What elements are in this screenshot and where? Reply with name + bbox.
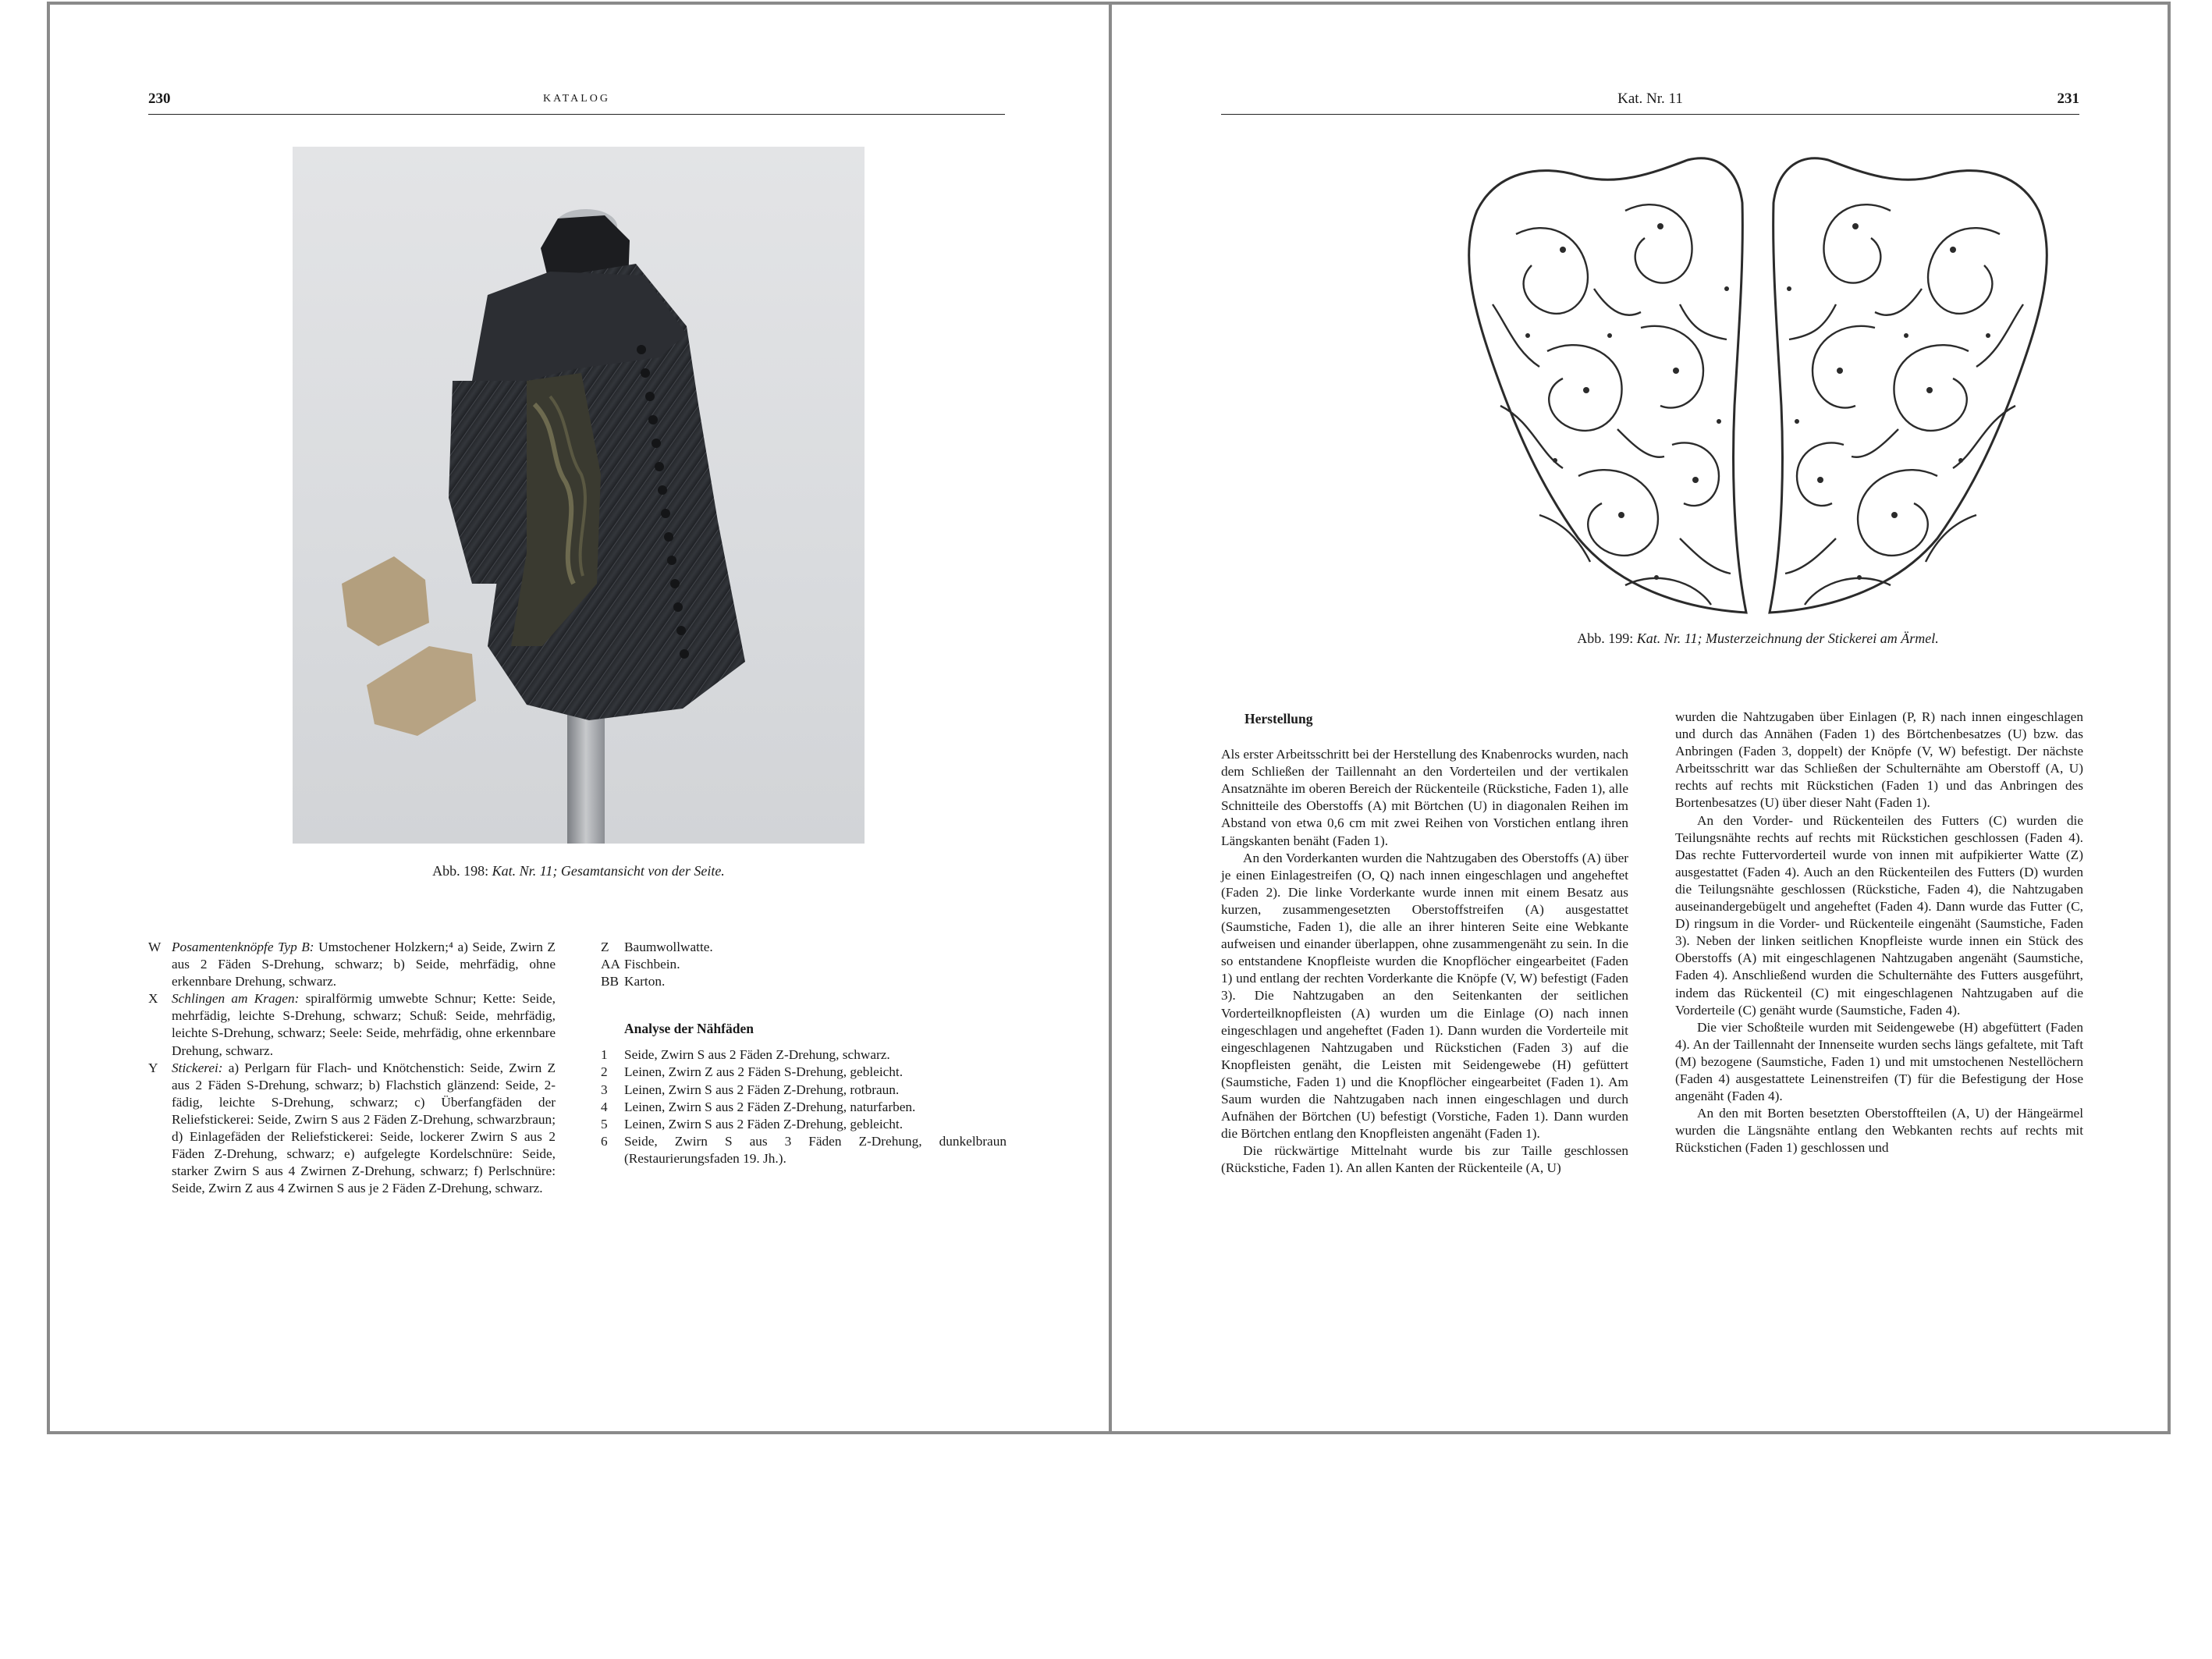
material-entry-x: [148, 990, 556, 1059]
thread-entry: [601, 1133, 1007, 1167]
material-entry-text: Fischbein.: [624, 957, 680, 972]
body-paragraph: An den mit Borten besetzten Oberstoffteilen (A, U) der Hängeärmel wurden die Längsnähte entlang den Webkanten rechts auf rechts mit Rückstichen (Faden 1) geschlossen und: [1675, 1106, 2083, 1156]
embroidery-drawing: [1422, 148, 2093, 620]
material-entry-title: Posamentenknöpfe Typ B:: [172, 940, 314, 954]
section-heading-herstellung: Herstellung: [1244, 711, 1313, 726]
thread-number: 1: [601, 1047, 608, 1063]
left-page: [47, 0, 1110, 1433]
material-entry-label: Z: [601, 940, 609, 954]
material-entry-text: spiralförmig umwebte Schnur; Kette: Seide, mehrfädig, leichte S-Drehung, schwarz; Schuß: Seide, mehrfädig, leichte S-Drehung, schwarz; Seele: Seide, mehrfädig, ohne erkennbare Drehung, schwarz.: [172, 991, 556, 1058]
herstellung-column-1: [1221, 710, 1628, 1177]
material-entry-text: Karton.: [624, 974, 666, 989]
body-paragraph: Als erster Arbeitsschritt bei der Herstellung des Knabenrocks wurden, nach dem Schließen der Taillennaht an den Vorderteilen und der vertikalen Ansatznähte im oberen Bereich der Rückenteile (Rückstiche, Faden 1), alle Schnitteile des Oberstoffs (A) mit Börtchen (U) in diagonalen Reihen im Abstand von etwa 0,6 cm mit zwei Reihen von Vorstichen entlang ihren Längskanten benäht (Faden 1).: [1221, 747, 1628, 848]
thread-text: Seide, Zwirn S aus 2 Fäden Z-Drehung, schwarz.: [624, 1047, 890, 1063]
figure-199-caption-prefix: Abb. 199:: [1577, 631, 1634, 646]
thread-number: 2: [601, 1064, 608, 1080]
figure-198-caption: [293, 863, 865, 879]
material-entry-text: Umstochener Holzkern;⁴ a) Seide, Zwirn Z aus 2 Fäden S-Drehung, schwarz; b) Seide, mehrfädig, ohne erkennbare Drehung, schwarz.: [172, 940, 556, 989]
material-entry-text: a) Perlgarn für Flach- und Knötchenstich: Seide, Zwirn Z aus 2 Fäden S-Drehung, schwarz; b) Flachstich glänzend: Seide, 2-fädig, leichte S-Drehung, schwarz; c) Überfangfäden der Reliefstickerei: Seide, Zwirn S aus 2 Fäden Z-Drehung, schwarzbraun; d) Einlagefäden der Reliefstickerei: Seide, lockerer Zwirn S aus 2 Fäden Z-Drehung, schwarz; e) aufgelegte Kordelschnüre: Seide, starker Zwirn S aus 4 Zwirnen Z-Drehung, schwarz; f) Perlschnüre: Seide, Zwirn Z aus 4 Zwirnen S aus je 2 Fäden Z-Drehung, schwarz.: [172, 1060, 556, 1196]
thread-number: 6: [601, 1133, 608, 1149]
thread-text: Leinen, Zwirn S aus 2 Fäden Z-Drehung, rotbraun.: [624, 1082, 900, 1097]
body-paragraph: wurden die Nahtzugaben über Einlagen (P, R) nach innen eingeschlagen und durch das Annähen (Faden 1) des Börtchenbesatzes (U) bzw. das Anbringen (Faden 3, doppelt) der Knöpfe (V, W) befestigt. Der nächste Arbeitsschritt war das Schließen der Schulternähte am Oberstoff (A, U) rechts auf rechts mit Rückstichen (Faden 1) und das Anbringen des Bortenbesatzes (U) über dieser Naht (Faden 1).: [1675, 709, 2083, 811]
material-entry-text: Baumwollwatte.: [624, 940, 713, 954]
thread-entry: [601, 1064, 1007, 1081]
thread-entry: [601, 1082, 1007, 1099]
material-entry-w: [148, 939, 556, 990]
material-entry-label: W: [148, 940, 162, 954]
material-entry-bb: [601, 973, 1007, 990]
material-list-column-1: [148, 939, 556, 1197]
body-paragraph: Die vier Schoßteile wurden mit Seidengewebe (H) abgefüttert (Faden 4). An der Taillennaht der Innenseite wurden sechs längs gefaltete, mit Taft (M) bezogene (Saumstiche, Faden 1) und mit umstochenen Nestellöchern (Faden 4) ausgestattete Leinenstreifen (T) für die Befestigung der Hose angenäht (Faden 4).: [1675, 1019, 2083, 1104]
right-running-title: Kat. Nr. 11: [1617, 91, 1683, 107]
body-paragraph: An den Vorder- und Rückenteilen des Futters (C) wurden die Teilungsnähte rechts auf rechts mit Rückstichen geschlossen (Faden 4). Das rechte Futtervorderteil wurde von innen mit aufpikierter Watte (Z) ausgestattet (Faden 4). Auch an den Rückenteilen des Futters (D) wurden die Teilungsnähte geschlossen (Rückstiche, Faden 4), die Nahtzugaben auseinandergebügelt und angeheftet (Faden 4). Dann wurde das Futter (C, D) ringsum in die Vorder- und Rückenteile eingenäht (Saumstiche, Faden 3). Neben der linken seitlichen Knopfleiste wurde innen ein Stück des Oberstoffs (A) mit eingeschlagenen Nahtzugaben angenäht (Saumstiche, Faden 4). Anschließend wurden die Schulternähte des Futters ausgeführt, indem das Rückenteil (C) mit eingeschlagenen Nahtzugaben auf die Vorderteile (C) genäht wurde (Saumstiche, Faden 4).: [1675, 812, 2083, 1018]
left-running-title: KATALOG: [543, 93, 610, 105]
material-entry-label: X: [148, 991, 158, 1007]
embroidery-pattern-illustration: [1422, 148, 2093, 620]
material-list-column-2: [601, 939, 1007, 1167]
right-folio: 231: [2057, 91, 2079, 107]
material-entry-title: Stickerei:: [172, 1060, 223, 1075]
garment-illustration: [293, 147, 865, 844]
body-paragraph: An den Vorderkanten wurden die Nahtzugaben des Oberstoffs (A) über je einen Einlagestreifen (O, Q) nach innen eingeschlagen und angeheftet (Faden 2). Die linke Vorderkante wurde innen mit einem Besatz aus kurzen, zusammengesetzten Oberstoffstreifen (A) ausgestattet (Saumstiche, Faden 1), die alle an ihrer hinteren Seite eine Webkante aufweisen und einander überlappen, ohne zusammengenäht zu sein. In die so entstandene Knopfleiste wurden die Knopflöcher eingearbeitet (Faden 1) und entlang der rechten Vorderkante die Knöpfe (V, W) befestigt (Faden 3). Die Nahtzugaben an den Seitenkanten der seitlichen Vorderteilknopfleisten (A) wurden um die Einlage (O) nach innen eingeschlagen und angeheftet (Faden 1). Dann wurden die Vorderteile mit eingeschlagenen Nahtzugaben und Rückstichen (Faden 3) auf die Knopfleisten genäht, die Leisten mit Seidengewebe (H) gefüttert (Saumstiche, Faden 1) und die Knopflöcher eingearbeitet (Faden 1). Am Saum wurden die Nahtzugaben nach innen eingeschlagen und durch Aufnähen der Börtchen (U) befestigt (Vorstiche, Faden 1). Dann wurden die Börtchen entlang den Knopfleisten angenäht (Faden 1).: [1221, 850, 1628, 1142]
body-paragraph: Die rückwärtige Mittelnaht wurde bis zur Taille geschlossen (Rückstiche, Faden 1). An allen Kanten der Rückenteile (A, U): [1221, 1143, 1628, 1176]
material-entry-label: AA: [601, 957, 620, 972]
material-entry-label: BB: [601, 974, 620, 989]
material-entry-aa: [601, 956, 1007, 973]
thread-text: Leinen, Zwirn S aus 2 Fäden Z-Drehung, naturfarben.: [624, 1099, 916, 1114]
thread-text: Leinen, Zwirn Z aus 2 Fäden S-Drehung, gebleicht.: [624, 1064, 904, 1080]
thread-entry: [601, 1099, 1007, 1116]
material-entry-label: Y: [148, 1060, 158, 1075]
material-entry-y: [148, 1060, 556, 1198]
garment-photo: [293, 147, 865, 844]
left-folio: 230: [148, 91, 171, 107]
thread-entry: [601, 1116, 1007, 1133]
left-running-head: [148, 91, 1005, 115]
thread-number: 4: [601, 1099, 608, 1114]
thread-list: [601, 1046, 1007, 1167]
thread-text: Leinen, Zwirn S aus 2 Fäden Z-Drehung, gebleicht.: [624, 1116, 904, 1131]
figure-199-caption-text: Kat. Nr. 11; Musterzeichnung der Stickerei am Ärmel.: [1636, 631, 1939, 646]
thread-number: 5: [601, 1116, 608, 1131]
figure-198-caption-prefix: Abb. 198:: [432, 863, 489, 879]
figure-198-caption-text: Kat. Nr. 11; Gesamtansicht von der Seite.: [492, 863, 725, 879]
thread-entry: [601, 1046, 1007, 1064]
right-running-head: [1221, 91, 2079, 115]
figure-199-caption: [1422, 631, 2093, 647]
material-entry-title: Schlingen am Kragen:: [172, 991, 300, 1007]
herstellung-column-2: [1675, 709, 2083, 1156]
thread-number: 3: [601, 1082, 608, 1097]
analysis-heading: Analyse der Nähfäden: [624, 1021, 754, 1037]
thread-text: Seide, Zwirn S aus 3 Fäden Z-Drehung, dunkelbraun (Restaurierungsfaden 19. Jh.).: [624, 1133, 1007, 1166]
material-entry-z: [601, 939, 1007, 956]
